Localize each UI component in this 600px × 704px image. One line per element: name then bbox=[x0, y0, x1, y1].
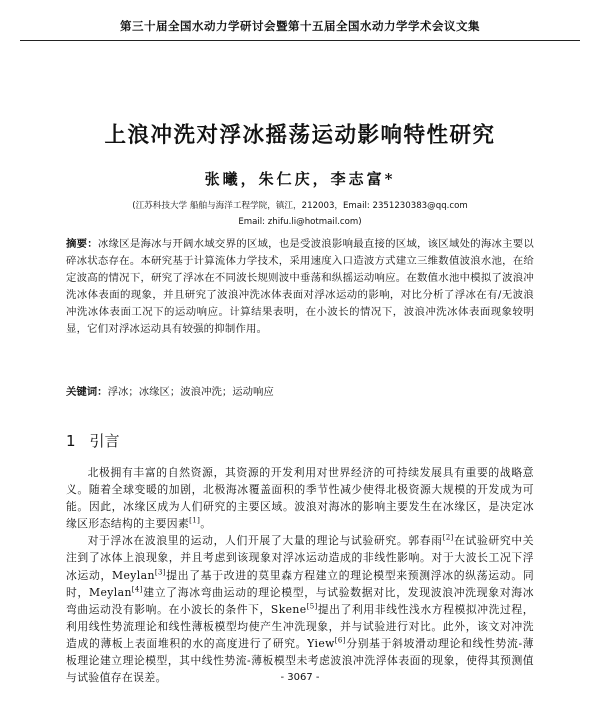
affiliation-block bbox=[30, 198, 570, 230]
paper-title: 上浪冲洗对浮冰摇荡运动影响特性研究 bbox=[104, 123, 496, 148]
page-number: - 3067 - bbox=[280, 672, 320, 683]
keywords bbox=[66, 384, 534, 401]
paragraph: 对于浮冰在波浪里的运动，人们开展了大量的理论与试验研究。郭春雨[2]在试验研究中关注到了冰体上浪现象，并且考虑到该现象对浮冰运动造成的非线性影响。对于大波长工况下浮冰运动，Meylan[3]提出了基于改进的莫里森方程建立的理论模型来预测浮冰的纵荡运动。同时，Meylan[4]建立了海冰弯曲运动的理论模型，与试验数据对比，发现波浪冲洗现象对海冰弯曲运动没有影响。在小波长的条件下，Skene[5]提出了利用非线性浅水方程模拟冲洗过程，利用线性势流理论和线性薄板模型均使产生冲洗现象，并与试验进行对比。此外，该文对冲洗造成的薄板上表面堆积的水的高度进行了研究。Yiew[6]分别基于斜坡滑动理论和线性势流-薄板理论建立理论模型，其中线性势流-薄板模型未考虑波浪冲洗浮体表面的现象，使得其预测值与试验值存在误差。 bbox=[66, 533, 535, 685]
section-number: 1 bbox=[66, 432, 76, 450]
citation-ref: [3] bbox=[154, 567, 166, 576]
abstract bbox=[66, 236, 534, 338]
keywords-label: 关键词： bbox=[66, 386, 108, 398]
keywords-text: 浮冰；冰缘区；波浪冲洗；运动响应 bbox=[107, 386, 274, 398]
body-text bbox=[66, 464, 534, 686]
abstract-text: 冰缘区是海冰与开阔水域交界的区域，也是受波浪影响最直接的区域，该区域处的海冰主要以碎冰状态存在。本研究基于计算流体力学技术，采用速度入口造波方式建立三维数值波浪水池，在给定波高的情况下，研究了浮冰在不同波长规则波中垂荡和纵摇运动响应。在数值水池中模拟了波浪冲洗冰体表面的现象，并且研究了波浪冲洗冰体表面对浮冰运动的影响，对比分析了浮冰在有/无波浪冲洗冰体表面工况下的运动响应。计算结果表明，在小波长的情况下，波浪冲洗冰体表面现象较明显，它们对浮冰运动具有较强的抑制作用。 bbox=[66, 238, 534, 335]
authors: 张曦，朱仁庆，李志富* bbox=[204, 170, 396, 188]
citation-ref: [2] bbox=[442, 533, 454, 542]
citation-ref: [5] bbox=[306, 602, 318, 611]
abstract-label: 摘要： bbox=[66, 238, 98, 250]
affiliation: (江苏科技大学 船舶与海洋工程学院，镇江，212003，Email: 2351230383@qq.com bbox=[132, 201, 468, 211]
email-line: Email: zhifu.li@hotmail.com) bbox=[238, 217, 362, 227]
section-heading bbox=[66, 430, 120, 451]
running-header: 第三十届全国水动力学研讨会暨第十五届全国水动力学学术会议文集 bbox=[20, 18, 580, 41]
citation-ref: [6] bbox=[334, 636, 346, 645]
section-title: 引言 bbox=[89, 432, 120, 450]
citation-ref: [4] bbox=[131, 585, 143, 594]
citation-ref: [1] bbox=[189, 516, 201, 525]
paragraph: 北极拥有丰富的自然资源，其资源的开发利用对世界经济的可持续发展具有重要的战略意义。随着全球变暖的加剧，北极海冰覆盖面积的季节性减少使得北极资源大规模的开发成为可能。因此，冰缘区成为人们研究的主要区域。波浪对海冰的影响主要发生在冰缘区，是决定冰缘区形态结构的主要因素[1]。 bbox=[66, 466, 534, 531]
